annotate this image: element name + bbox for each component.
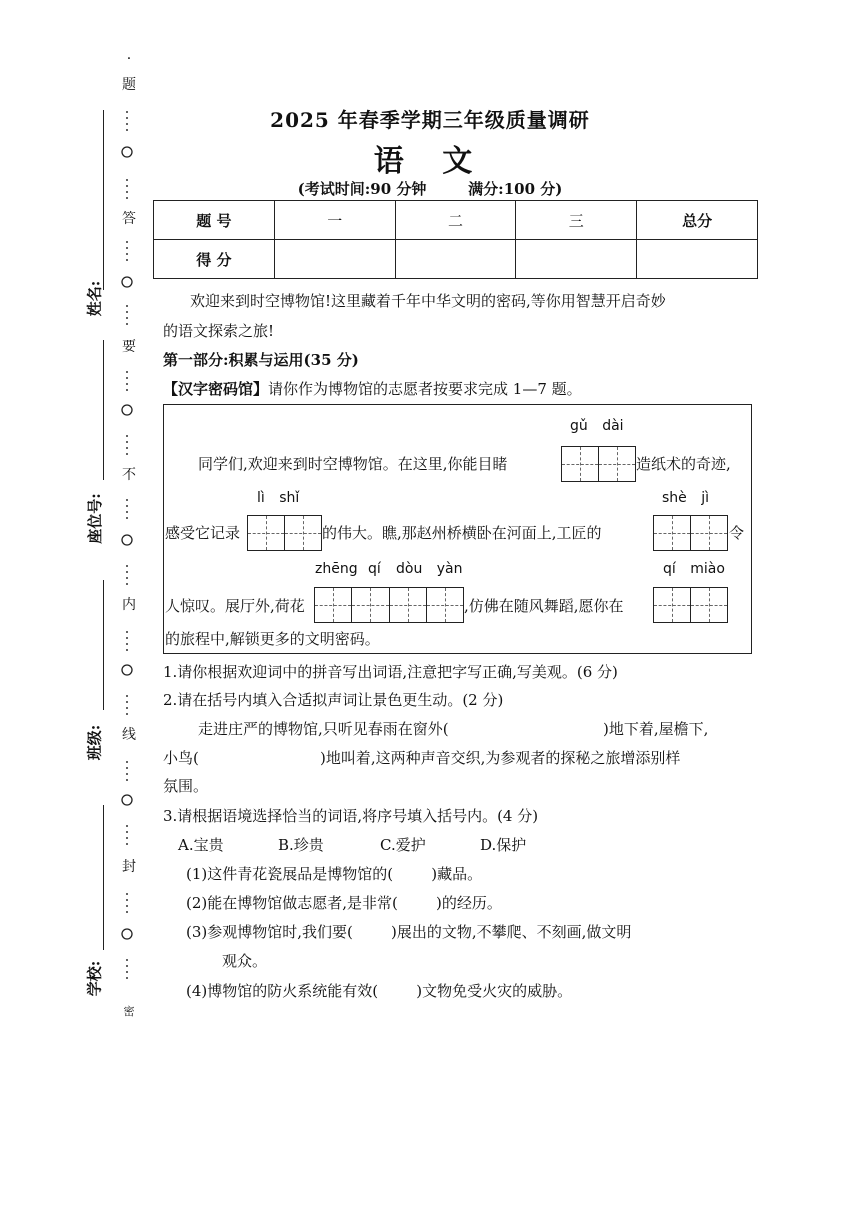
q3-item-3: (3)参观博物馆时,我们要( )展出的文物,不攀爬、不刻画,做文明 <box>186 923 632 941</box>
class-label: 班级: <box>85 724 104 761</box>
passage-line-2-after: 令 <box>729 524 745 542</box>
pinyin-lishi: lì shǐ <box>257 490 300 506</box>
intro-line-2: 的语文探索之旅! <box>163 322 275 340</box>
q3-option-c: C.爱护 <box>380 836 426 854</box>
score-header-cell: 总分 <box>637 201 758 240</box>
seal-char-2: 答 <box>122 211 136 227</box>
q2-blank-1[interactable] <box>493 718 593 740</box>
score-row-label: 得 分 <box>154 240 275 279</box>
q3-item-3-cont: 观众。 <box>222 952 268 970</box>
score-input-cell[interactable] <box>274 240 395 279</box>
top-mark: · <box>126 51 132 67</box>
score-table-header-row <box>154 201 758 240</box>
score-input-cell[interactable] <box>516 240 637 279</box>
score-header-cell: 题 号 <box>154 201 275 240</box>
score-input-cell[interactable] <box>395 240 516 279</box>
score-table-score-row <box>154 240 758 279</box>
school-line <box>103 805 104 950</box>
seat-line <box>103 340 104 480</box>
seal-char-4: 不 <box>122 467 136 483</box>
score-input-cell[interactable] <box>637 240 758 279</box>
section-text: 请你作为博物馆的志愿者按要求完成 1—7 题。 <box>268 380 582 398</box>
passage-line-4: 的旅程中,解锁更多的文明密码。 <box>165 630 380 648</box>
name-label: 姓名: <box>85 280 104 317</box>
subject-title: 语 文 <box>373 144 487 179</box>
score-header-cell: 二 <box>395 201 516 240</box>
passage-line-3-mid: ,仿佛在随风舞蹈,愿你在 <box>464 597 624 615</box>
passage-line-1-after: 造纸术的奇迹, <box>636 455 731 473</box>
q3-option-b: B.珍贵 <box>278 836 324 854</box>
q3-option-a: A.宝贵 <box>178 836 224 854</box>
question-1: 1.请你根据欢迎词中的拼音写出词语,注意把字写正确,写美观。(6 分) <box>163 663 618 681</box>
answer-grid-zhengqidouyan[interactable] <box>314 587 464 623</box>
seal-char-1: 题 <box>122 77 136 93</box>
score-table <box>153 200 758 279</box>
seat-label: 座位号: <box>85 493 104 544</box>
score-header-cell: 一 <box>274 201 395 240</box>
q2-line-3: 氛围。 <box>163 777 209 795</box>
section-intro <box>163 378 582 400</box>
pinyin-gudai: gǔ dài <box>570 418 624 434</box>
seal-char-7: 封 <box>122 859 136 875</box>
answer-grid-sheji[interactable] <box>653 515 728 551</box>
intro-line-1: 欢迎来到时空博物馆!这里藏着千年中华文明的密码,等你用智慧开启奇妙 <box>190 292 666 310</box>
pinyin-sheji: shè jì <box>662 490 710 506</box>
q3-item-4: (4)博物馆的防火系统能有效( )文物免受火灾的威胁。 <box>186 982 573 1000</box>
seal-char-5: 内 <box>122 597 136 613</box>
question-3: 3.请根据语境选择恰当的词语,将序号填入括号内。(4 分) <box>163 807 539 825</box>
question-2: 2.请在括号内填入合适拟声词让景色更生动。(2 分) <box>163 691 504 709</box>
answer-grid-gudai[interactable] <box>561 446 636 482</box>
answer-grid-lishi[interactable] <box>247 515 322 551</box>
pinyin-douyan: dòu yàn <box>396 561 463 577</box>
pinyin-zhengqi: zhēng qí <box>315 561 381 577</box>
q2-blank-2[interactable] <box>215 747 315 769</box>
seal-char-6: 线 <box>122 727 136 743</box>
passage-line-2-mid: 的伟大。瞧,那赵州桥横卧在河面上,工匠的 <box>322 524 602 542</box>
q3-item-2: (2)能在博物馆做志愿者,是非常( )的经历。 <box>186 894 502 912</box>
passage-line-3: 人惊叹。展厅外,荷花 <box>165 597 305 615</box>
q2-line-1-b: )地下着,屋檐下, <box>603 720 709 738</box>
seal-char-3: 要 <box>122 339 136 355</box>
answer-grid-qimiao[interactable] <box>653 587 728 623</box>
exam-info: (考试时间:90 分钟 满分:100 分) <box>297 180 563 198</box>
q2-line-1-a: 走进庄严的博物馆,只听见春雨在窗外( <box>198 720 449 738</box>
bottom-mark: 密 <box>123 1005 135 1018</box>
q3-option-d: D.保护 <box>480 836 527 854</box>
exam-title: 2025 年春季学期三年级质量调研 <box>270 108 590 132</box>
q2-line-2-a: 小鸟( <box>163 749 199 767</box>
q2-line-2-b: )地叫着,这两种声音交织,为参观者的探秘之旅增添别样 <box>320 749 681 767</box>
part1-heading: 第一部分:积累与运用(35 分) <box>163 351 359 369</box>
q3-item-1: (1)这件青花瓷展品是博物馆的( )藏品。 <box>186 865 483 883</box>
section-tag: 【汉字密码馆】 <box>163 380 269 398</box>
passage-line-1: 同学们,欢迎来到时空博物馆。在这里,你能目睹 <box>198 455 508 473</box>
score-header-cell: 三 <box>516 201 637 240</box>
passage-line-2: 感受它记录 <box>165 524 241 542</box>
pinyin-qimiao: qí miào <box>663 561 725 577</box>
class-line <box>103 580 104 710</box>
school-label: 学校: <box>85 960 104 997</box>
